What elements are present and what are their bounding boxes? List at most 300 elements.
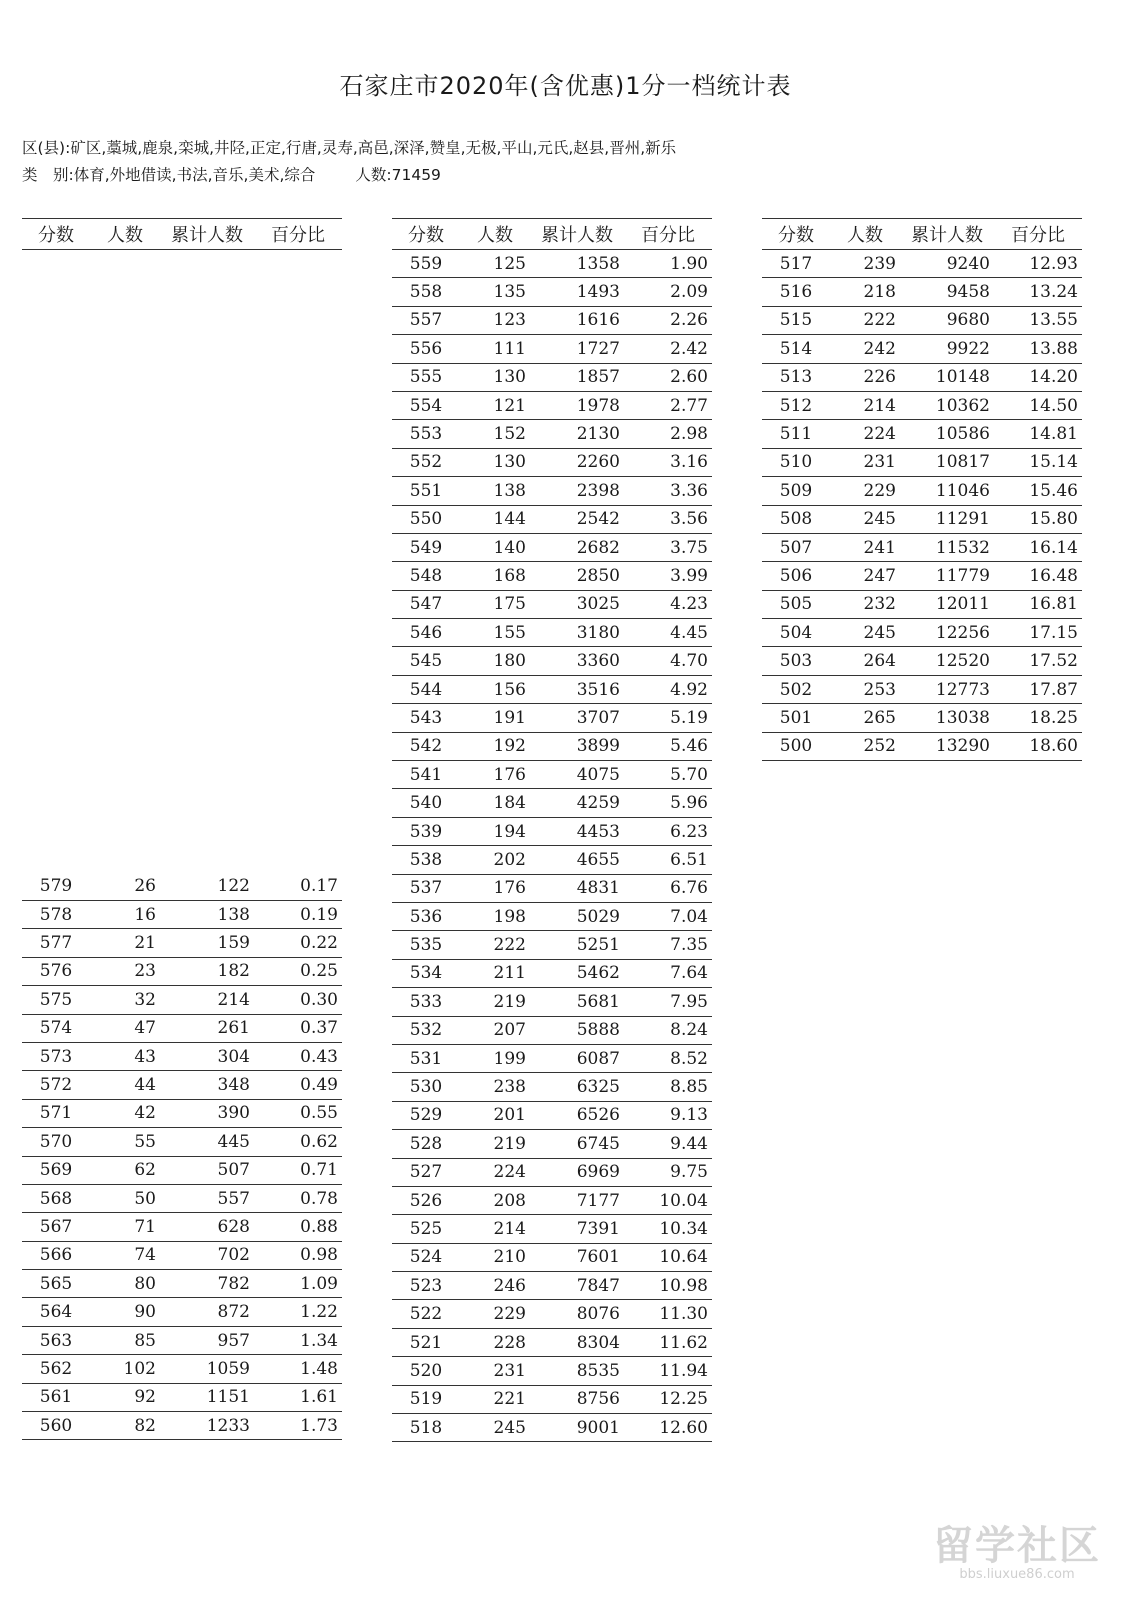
table-cell: 90 [90, 1298, 160, 1326]
table-cell: 1.73 [254, 1412, 342, 1440]
table-cell: 545 [392, 647, 460, 675]
table-row [392, 619, 712, 647]
table-cell: 508 [762, 505, 830, 533]
column-header: 分数 [392, 219, 460, 250]
table-cell: 85 [90, 1326, 160, 1354]
table-cell: 5029 [530, 902, 624, 930]
table-row [22, 1184, 342, 1212]
table-cell: 191 [460, 704, 530, 732]
table-cell: 3707 [530, 704, 624, 732]
table-row [22, 1326, 342, 1354]
table-row [762, 335, 1082, 363]
table-cell: 539 [392, 817, 460, 845]
table-cell: 8304 [530, 1328, 624, 1356]
table-cell: 957 [160, 1326, 254, 1354]
category-line [22, 163, 441, 185]
table-cell: 0.17 [254, 873, 342, 901]
table-row [762, 391, 1082, 419]
table-cell: 7847 [530, 1272, 624, 1300]
table-cell: 3899 [530, 732, 624, 760]
table-cell: 122 [160, 873, 254, 901]
page-title: 石家庄市2020年(含优惠)1分一档统计表 [339, 72, 792, 100]
table-cell: 2850 [530, 562, 624, 590]
table-cell: 9240 [900, 250, 994, 278]
table-cell: 42 [90, 1099, 160, 1127]
table-cell: 0.30 [254, 986, 342, 1014]
table-cell: 7.35 [624, 931, 712, 959]
table-cell: 445 [160, 1128, 254, 1156]
table-cell: 5888 [530, 1016, 624, 1044]
table-cell: 14.81 [994, 420, 1082, 448]
column-header: 百分比 [254, 219, 342, 250]
table-cell: 247 [830, 562, 900, 590]
table-cell: 111 [460, 335, 530, 363]
table-cell: 226 [830, 363, 900, 391]
column-header: 人数 [460, 219, 530, 250]
table-cell: 10.34 [624, 1215, 712, 1243]
table-cell: 509 [762, 477, 830, 505]
table-cell: 541 [392, 761, 460, 789]
table-cell: 511 [762, 420, 830, 448]
table-cell: 261 [160, 1014, 254, 1042]
table-cell: 16 [90, 900, 160, 928]
table-cell: 229 [460, 1300, 530, 1328]
table-cell: 3180 [530, 619, 624, 647]
table-row [392, 1044, 712, 1072]
watermark-logo [933, 1525, 1101, 1582]
table-cell: 505 [762, 590, 830, 618]
table-cell: 0.62 [254, 1128, 342, 1156]
table-cell: 12773 [900, 675, 994, 703]
table-cell: 159 [160, 929, 254, 957]
table-row [392, 505, 712, 533]
table-cell: 563 [22, 1326, 90, 1354]
district-label: 区(县): [22, 139, 71, 157]
table-cell: 3516 [530, 675, 624, 703]
table-row [22, 1156, 342, 1184]
table-cell: 4831 [530, 874, 624, 902]
table-cell: 198 [460, 902, 530, 930]
table-cell: 304 [160, 1042, 254, 1070]
table-cell: 554 [392, 391, 460, 419]
table-row [392, 761, 712, 789]
table-cell: 74 [90, 1241, 160, 1269]
table-cell: 579 [22, 873, 90, 901]
table-row [22, 1014, 342, 1042]
table-cell: 2.09 [624, 278, 712, 306]
table-cell: 577 [22, 929, 90, 957]
table-cell: 5.70 [624, 761, 712, 789]
table-row [22, 1383, 342, 1411]
table-cell: 121 [460, 391, 530, 419]
table-cell: 12256 [900, 619, 994, 647]
table-cell: 513 [762, 363, 830, 391]
table-cell: 6969 [530, 1158, 624, 1186]
table-cell: 571 [22, 1099, 90, 1127]
table-row [392, 1215, 712, 1243]
table-cell: 525 [392, 1215, 460, 1243]
table-cell: 576 [22, 957, 90, 985]
table-row [392, 448, 712, 476]
table-cell: 14.20 [994, 363, 1082, 391]
table-cell: 8.85 [624, 1073, 712, 1101]
table-cell: 242 [830, 335, 900, 363]
table-row [762, 250, 1082, 278]
table-cell: 26 [90, 873, 160, 901]
table-cell: 1059 [160, 1355, 254, 1383]
table-cell: 3.99 [624, 562, 712, 590]
table-cell: 18.25 [994, 704, 1082, 732]
table-cell: 17.87 [994, 675, 1082, 703]
table-cell: 9001 [530, 1414, 624, 1442]
table-cell: 11.30 [624, 1300, 712, 1328]
table-cell: 8.24 [624, 1016, 712, 1044]
table-cell: 533 [392, 988, 460, 1016]
table-cell: 102 [90, 1355, 160, 1383]
table-cell: 550 [392, 505, 460, 533]
table-cell: 512 [762, 391, 830, 419]
table-cell: 527 [392, 1158, 460, 1186]
table-cell: 7601 [530, 1243, 624, 1271]
table-cell: 9458 [900, 278, 994, 306]
table-row [762, 562, 1082, 590]
table-cell: 224 [460, 1158, 530, 1186]
table-cell: 1.90 [624, 250, 712, 278]
table-row [762, 647, 1082, 675]
table-cell: 552 [392, 448, 460, 476]
table-row [22, 1071, 342, 1099]
table-cell: 7.64 [624, 959, 712, 987]
table-cell: 9.75 [624, 1158, 712, 1186]
table-cell: 231 [830, 448, 900, 476]
column-header: 累计人数 [530, 219, 624, 250]
table-header-row [22, 219, 342, 250]
table-row [392, 1385, 712, 1413]
table-cell: 6.23 [624, 817, 712, 845]
table-cell: 156 [460, 675, 530, 703]
table-cell: 542 [392, 732, 460, 760]
table-row [392, 590, 712, 618]
table-cell: 140 [460, 533, 530, 561]
table-cell: 12520 [900, 647, 994, 675]
table-cell: 4.92 [624, 675, 712, 703]
table-cell: 10586 [900, 420, 994, 448]
table-cell: 5.96 [624, 789, 712, 817]
table-cell: 557 [160, 1184, 254, 1212]
table-row [22, 1355, 342, 1383]
table-cell: 1358 [530, 250, 624, 278]
table-cell: 221 [460, 1385, 530, 1413]
table-cell: 2.98 [624, 420, 712, 448]
table-cell: 547 [392, 590, 460, 618]
table-cell: 549 [392, 533, 460, 561]
table-cell: 3360 [530, 647, 624, 675]
table-cell: 12.93 [994, 250, 1082, 278]
table-cell: 176 [460, 874, 530, 902]
table-cell: 9.13 [624, 1101, 712, 1129]
table-cell: 241 [830, 533, 900, 561]
table-cell: 2.60 [624, 363, 712, 391]
table-row [762, 477, 1082, 505]
table-cell: 1616 [530, 306, 624, 334]
table-row [762, 590, 1082, 618]
table-cell: 7391 [530, 1215, 624, 1243]
table-cell: 13.88 [994, 335, 1082, 363]
table-row [392, 533, 712, 561]
table-cell: 1493 [530, 278, 624, 306]
table-cell: 574 [22, 1014, 90, 1042]
table-cell: 1727 [530, 335, 624, 363]
table-cell: 55 [90, 1128, 160, 1156]
table-cell: 515 [762, 306, 830, 334]
table-row [392, 1272, 712, 1300]
table-cell: 2.77 [624, 391, 712, 419]
watermark-main: 留学社区 [933, 1523, 1101, 1569]
table-cell: 1978 [530, 391, 624, 419]
table-cell: 3.75 [624, 533, 712, 561]
table-cell: 535 [392, 931, 460, 959]
table-cell: 7177 [530, 1186, 624, 1214]
table-cell: 569 [22, 1156, 90, 1184]
table-cell: 4453 [530, 817, 624, 845]
table-cell: 872 [160, 1298, 254, 1326]
table-cell: 10.98 [624, 1272, 712, 1300]
table-cell: 0.98 [254, 1241, 342, 1269]
table-row [392, 1101, 712, 1129]
table-cell: 503 [762, 647, 830, 675]
table-row [392, 846, 712, 874]
table-cell: 11.94 [624, 1357, 712, 1385]
table-cell: 2542 [530, 505, 624, 533]
column-header: 累计人数 [900, 219, 994, 250]
table-cell: 578 [22, 900, 90, 928]
watermark-sub: bbs.liuxue86.com [959, 1567, 1075, 1582]
table-cell: 1.22 [254, 1298, 342, 1326]
table-cell: 8756 [530, 1385, 624, 1413]
table-cell: 201 [460, 1101, 530, 1129]
table-cell: 207 [460, 1016, 530, 1044]
table-cell: 80 [90, 1270, 160, 1298]
table-cell: 575 [22, 986, 90, 1014]
table-cell: 194 [460, 817, 530, 845]
table-cell: 232 [830, 590, 900, 618]
table-cell: 528 [392, 1130, 460, 1158]
table-cell: 10817 [900, 448, 994, 476]
table-row [392, 817, 712, 845]
table-cell: 11046 [900, 477, 994, 505]
table-cell: 218 [830, 278, 900, 306]
table-cell: 0.78 [254, 1184, 342, 1212]
table-cell: 6.51 [624, 846, 712, 874]
table-cell: 6745 [530, 1130, 624, 1158]
table-cell: 16.81 [994, 590, 1082, 618]
table-cell: 536 [392, 902, 460, 930]
table-row [392, 1414, 712, 1442]
table-cell: 0.37 [254, 1014, 342, 1042]
table-cell: 502 [762, 675, 830, 703]
table-cell: 239 [830, 250, 900, 278]
table-cell: 202 [460, 846, 530, 874]
table-cell: 6325 [530, 1073, 624, 1101]
table-cell: 238 [460, 1073, 530, 1101]
table-cell: 558 [392, 278, 460, 306]
table-row [392, 1300, 712, 1328]
table-cell: 138 [160, 900, 254, 928]
table-cell: 565 [22, 1270, 90, 1298]
score-table-3 [762, 218, 1082, 761]
table-cell: 2682 [530, 533, 624, 561]
table-cell: 559 [392, 250, 460, 278]
table-row [762, 448, 1082, 476]
table-cell: 556 [392, 335, 460, 363]
table-cell: 9922 [900, 335, 994, 363]
table-cell: 32 [90, 986, 160, 1014]
table-cell: 9680 [900, 306, 994, 334]
table-cell: 573 [22, 1042, 90, 1070]
table-cell: 214 [830, 391, 900, 419]
table-cell: 125 [460, 250, 530, 278]
table-cell: 348 [160, 1071, 254, 1099]
table-cell: 264 [830, 647, 900, 675]
table-cell: 6087 [530, 1044, 624, 1072]
table-cell: 6526 [530, 1101, 624, 1129]
table-cell: 390 [160, 1099, 254, 1127]
table-cell: 510 [762, 448, 830, 476]
table-cell: 555 [392, 363, 460, 391]
table-cell: 222 [460, 931, 530, 959]
table-row [392, 988, 712, 1016]
table-row [392, 420, 712, 448]
table-cell: 11532 [900, 533, 994, 561]
table-cell: 4.23 [624, 590, 712, 618]
table-cell: 0.43 [254, 1042, 342, 1070]
table-cell: 47 [90, 1014, 160, 1042]
table-row [762, 704, 1082, 732]
table-cell: 253 [830, 675, 900, 703]
table-cell: 176 [460, 761, 530, 789]
table-cell: 534 [392, 959, 460, 987]
district-value: 矿区,藁城,鹿泉,栾城,井陉,正定,行唐,灵寿,高邑,深泽,赞皇,无极,平山,元氏,赵县,晋州,新乐 [70, 139, 677, 157]
table-row [22, 1099, 342, 1127]
table-row [762, 363, 1082, 391]
table-row [392, 335, 712, 363]
table-cell: 82 [90, 1412, 160, 1440]
table-cell: 10148 [900, 363, 994, 391]
table-cell: 8.52 [624, 1044, 712, 1072]
table-cell: 522 [392, 1300, 460, 1328]
table-cell: 544 [392, 675, 460, 703]
table-cell: 4075 [530, 761, 624, 789]
score-table-2 [392, 218, 712, 1442]
table-row [22, 1042, 342, 1070]
table-cell: 208 [460, 1186, 530, 1214]
category-label: 类 别: [22, 166, 74, 184]
table-cell: 1.34 [254, 1326, 342, 1354]
table-cell: 5.46 [624, 732, 712, 760]
table-cell: 199 [460, 1044, 530, 1072]
table-cell: 507 [762, 533, 830, 561]
table-cell: 524 [392, 1243, 460, 1271]
table-row [392, 1243, 712, 1271]
table-cell: 8076 [530, 1300, 624, 1328]
table-row [22, 957, 342, 985]
table-row [22, 873, 342, 901]
table-cell: 532 [392, 1016, 460, 1044]
table-row [762, 306, 1082, 334]
table-cell: 192 [460, 732, 530, 760]
table-row [762, 505, 1082, 533]
table-cell: 23 [90, 957, 160, 985]
table-cell: 13.24 [994, 278, 1082, 306]
table-cell: 182 [160, 957, 254, 985]
table-cell: 15.14 [994, 448, 1082, 476]
table-cell: 219 [460, 1130, 530, 1158]
table-cell: 11.62 [624, 1328, 712, 1356]
table-cell: 0.22 [254, 929, 342, 957]
table-row [22, 1270, 342, 1298]
table-cell: 566 [22, 1241, 90, 1269]
table-cell: 130 [460, 448, 530, 476]
table-row [392, 1073, 712, 1101]
table-row [392, 1186, 712, 1214]
table-cell: 3.16 [624, 448, 712, 476]
table-cell: 15.80 [994, 505, 1082, 533]
table-cell: 529 [392, 1101, 460, 1129]
table-cell: 1.61 [254, 1383, 342, 1411]
table-row [392, 477, 712, 505]
table-cell: 1151 [160, 1383, 254, 1411]
table-cell: 62 [90, 1156, 160, 1184]
table-cell: 564 [22, 1298, 90, 1326]
table-cell: 530 [392, 1073, 460, 1101]
table-cell: 12011 [900, 590, 994, 618]
table-cell: 168 [460, 562, 530, 590]
table-cell: 546 [392, 619, 460, 647]
table-cell: 123 [460, 306, 530, 334]
table-row [392, 902, 712, 930]
table-cell: 782 [160, 1270, 254, 1298]
table-cell: 516 [762, 278, 830, 306]
table-row [392, 1130, 712, 1158]
table-row [392, 278, 712, 306]
category-value: 体育,外地借读,书法,音乐,美术,综合 [73, 166, 316, 184]
count-value: 71459 [391, 166, 441, 184]
table-cell: 245 [830, 505, 900, 533]
table-cell: 71 [90, 1213, 160, 1241]
table-cell: 5681 [530, 988, 624, 1016]
table-row [22, 1241, 342, 1269]
table-cell: 18.60 [994, 732, 1082, 760]
table-header-row [392, 219, 712, 250]
table-cell: 2260 [530, 448, 624, 476]
district-line [22, 136, 676, 158]
table-row [392, 391, 712, 419]
table-cell: 4.45 [624, 619, 712, 647]
table-cell: 570 [22, 1128, 90, 1156]
table-row [22, 1412, 342, 1440]
table-cell: 702 [160, 1241, 254, 1269]
table-row [392, 1158, 712, 1186]
table-cell: 214 [460, 1215, 530, 1243]
table-cell: 144 [460, 505, 530, 533]
table-cell: 92 [90, 1383, 160, 1411]
table-cell: 548 [392, 562, 460, 590]
table-row [762, 533, 1082, 561]
table-row [392, 562, 712, 590]
table-cell: 15.46 [994, 477, 1082, 505]
column-header: 百分比 [624, 219, 712, 250]
table-cell: 531 [392, 1044, 460, 1072]
